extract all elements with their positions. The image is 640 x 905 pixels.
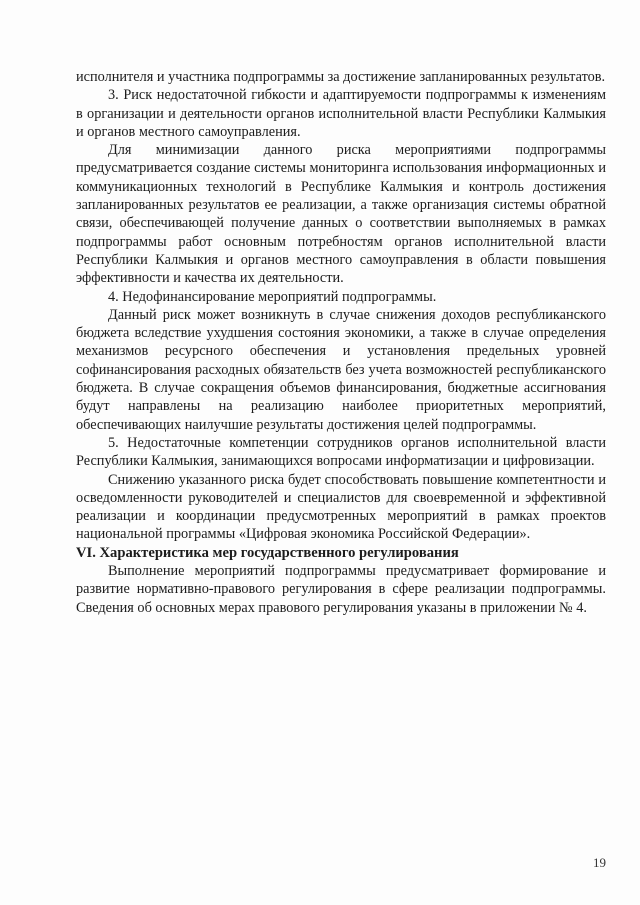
paragraph-risk-5-mitigation: Снижению указанного риска будет способствовать повышение компетентности и осведомленности руководителей и специалистов для своевременной и эффективной реализации и координации предусмотренных мероприятий в рамках проектов национальной программы «Цифровая экономика Российской Федерации». bbox=[76, 471, 606, 543]
paragraph-continuation: исполнителя и участника подпрограммы за достижение запланированных результатов. bbox=[76, 69, 606, 85]
paragraph-risk-3: 3. Риск недостаточной гибкости и адаптируемости подпрограммы к изменениям в организации и деятельности органов исполнительной власти Республики Калмыкия и органов местного самоуправления. bbox=[76, 87, 606, 140]
paragraph-section-6: Выполнение мероприятий подпрограммы предусматривает формирование и развитие нормативно-правового регулирования в сфере реализации подпрограммы. Сведения об основных мерах правового регулирования указаны в приложении № 4. bbox=[76, 563, 606, 616]
section-heading: VI. Характеристика мер государственного регулирования bbox=[76, 544, 459, 561]
page-number: 19 bbox=[593, 855, 606, 870]
paragraph-risk-3-mitigation: Для минимизации данного риска мероприятиями подпрограммы предусматривается создание системы мониторинга использования информационных и коммуникационных технологий в Республике Калмыкия и контроль достижения запланированных результатов ее реализации, а также организация системы обратной связи, обеспечивающей получение данных о соответствии выполняемых в рамках подпрограммы работ основным потребностям органов исполнительной власти Республики Калмыкия и органов местного самоуправления в области повышения эффективности и качества их деятельности. bbox=[76, 142, 606, 287]
paragraph-risk-5: 5. Недостаточные компетенции сотрудников органов исполнительной власти Республики Калмыкия, занимающихся вопросами информатизации и цифровизации. bbox=[76, 434, 606, 470]
document-body bbox=[76, 68, 606, 617]
paragraph-risk-4: 4. Недофинансирование мероприятий подпрограммы. bbox=[108, 288, 437, 305]
paragraph-risk-4-description: Данный риск может возникнуть в случае снижения доходов республиканского бюджета вследствие ухудшения состояния экономики, а также в случае определения механизмов ресурсного обеспечения и установления предельных уровней софинансирования расходных обязательств без учета возможностей республиканского бюджета. В случае сокращения объемов финансирования, бюджетные ассигнования будут направлены на реализацию наиболее приоритетных мероприятий, обеспечивающих наилучшие результаты достижения целей подпрограммы. bbox=[76, 306, 606, 433]
